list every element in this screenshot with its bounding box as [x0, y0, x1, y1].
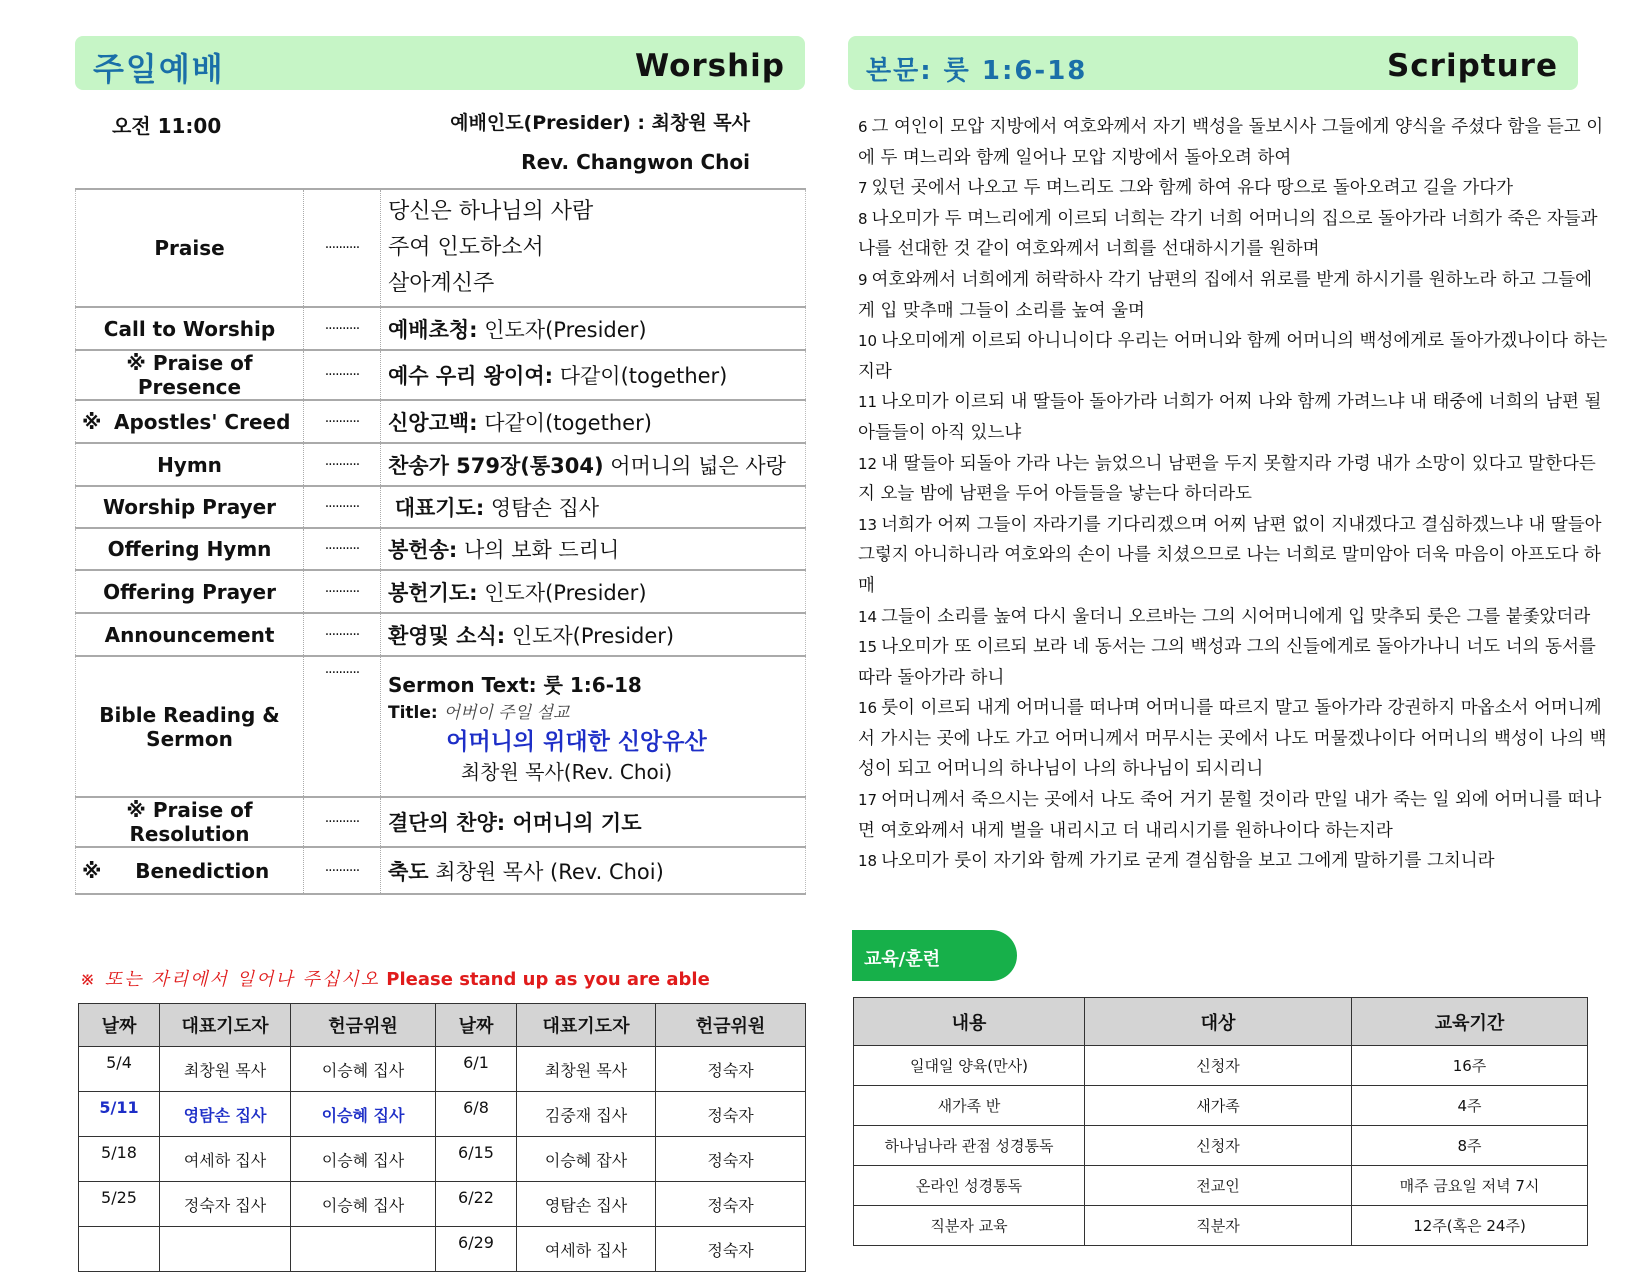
education-tab	[852, 930, 1017, 981]
verse-number: 18	[858, 852, 878, 871]
service-time: 오전 11:00	[112, 114, 222, 138]
column-header: 날짜	[79, 1004, 160, 1047]
order-row-call	[76, 307, 806, 350]
offering-cell: 이승혜 집사	[291, 1182, 436, 1227]
education-tab-label: 교육/훈련	[864, 949, 941, 970]
order-dots: ··········	[304, 528, 381, 570]
order-label: Praise	[76, 189, 304, 307]
presider-en: Rev. Changwon Choi	[521, 150, 750, 174]
verse-number: 14	[858, 607, 878, 626]
table-row	[79, 1047, 806, 1092]
table-row	[79, 1137, 806, 1182]
verse	[858, 204, 1608, 265]
verse	[858, 173, 1608, 204]
order-row-creed	[76, 400, 806, 443]
order-dots: ··········	[304, 570, 381, 613]
sermon-title-line	[388, 698, 805, 723]
verse-text: 있던 곳에서 나오고 두 며느리도 그와 함께 하여 유다 땅으로 돌아오려고 길을 가다가	[871, 178, 1514, 199]
table-row-current	[79, 1092, 806, 1137]
order-dots: ··········	[304, 847, 381, 894]
order-row-hymn	[76, 443, 806, 486]
verse-number: 16	[858, 699, 878, 718]
praise-songs	[381, 189, 806, 307]
stand-mark: ※	[82, 858, 102, 883]
verse-text: 나오미가 두 며느리에게 이르되 너희는 각기 너희 어머니의 집으로 돌아가라 너희가 죽은 자들과 나를 선대한 것 같이 여호와께서 너희를 선대하시기를 원하며	[858, 208, 1598, 260]
order-dots: ··········	[304, 350, 381, 400]
verse-text: 여호와께서 너희에게 허락하사 각기 남편의 집에서 위로를 받게 하시기를 원하노라 하고 그들에게 입 맞추매 그들이 소리를 높여 울며	[858, 269, 1593, 321]
prayer-leader-cell: 이승혜 잡사	[517, 1137, 656, 1182]
order-label: Hymn	[76, 443, 304, 486]
target-cell: 직분자	[1085, 1206, 1352, 1246]
order-item	[381, 528, 806, 570]
order-row-benediction	[76, 847, 806, 894]
scripture-title-en: Scripture	[1386, 48, 1558, 84]
order-item	[381, 486, 806, 528]
order-item	[381, 400, 806, 443]
order-dots: ··········	[304, 613, 381, 656]
sermon-info	[381, 656, 806, 797]
sermon-text: Sermon Text: 룻 1:6-18	[388, 672, 642, 697]
order-label: Praise of Resolution	[129, 798, 253, 846]
order-label: Offering Hymn	[76, 528, 304, 570]
order-label: Praise of Presence	[137, 351, 253, 399]
course-cell: 직분자 교육	[854, 1206, 1085, 1246]
target-cell: 새가족	[1085, 1086, 1352, 1126]
prayer-leader-cell: 최창원 목사	[160, 1047, 291, 1092]
prayer-leader-cell: 여세하 집사	[517, 1227, 656, 1272]
date-cell: 6/8	[436, 1092, 517, 1137]
table-header-row	[854, 998, 1588, 1046]
order-row-presence	[76, 350, 806, 400]
order-item-detail: 어머니의 넓은 사랑	[603, 453, 786, 478]
order-label: Worship Prayer	[76, 486, 304, 528]
order-of-worship	[75, 188, 806, 895]
offering-cell	[291, 1227, 436, 1272]
verse-number: 6	[858, 118, 868, 136]
scripture-title-ko: 본문: 룻 1:6-18	[866, 56, 1088, 86]
stand-mark: ※	[82, 409, 102, 434]
order-label-cell	[76, 847, 304, 894]
table-row	[854, 1126, 1588, 1166]
verse-text: 나오미가 또 이르되 보라 네 동서는 그의 백성과 그의 신들에게로 돌아가나니 너도 너의 동서를 따라 돌아가라 하니	[858, 637, 1596, 688]
offering-cell: 정숙자	[656, 1227, 806, 1272]
order-label: Sermon	[146, 726, 233, 751]
prayer-leader-cell: 영탐손 집사	[517, 1182, 656, 1227]
target-cell: 전교인	[1085, 1166, 1352, 1206]
order-item-detail: 다같이(together)	[553, 364, 728, 388]
order-item-title: 대표기도:	[394, 496, 485, 520]
verse	[858, 846, 1608, 877]
order-dots: ··········	[304, 486, 381, 528]
sermon-title-label: Title:	[388, 702, 438, 723]
date-cell: 6/1	[436, 1047, 517, 1092]
stand-note	[80, 965, 710, 991]
stand-note-ko: ※ 또는 자리에서 일어나 주십시오	[80, 969, 381, 990]
prayer-leader-cell: 영탐손 집사	[160, 1092, 291, 1137]
date-cell: 5/11	[79, 1092, 160, 1137]
target-cell: 신청자	[1085, 1046, 1352, 1086]
order-item-detail: 인도자(Presider)	[477, 580, 647, 605]
verse-number: 11	[858, 393, 878, 412]
verse-number: 15	[858, 638, 878, 657]
verse	[858, 632, 1608, 693]
verse-text: 그 여인이 모압 지방에서 여호와께서 자기 백성을 돌보시사 그들에게 양식을 주셨다 함을 듣고 이에 두 며느리와 함께 일어나 모압 지방에서 돌아오려 하여	[858, 117, 1604, 168]
prayer-leader-cell: 여세하 집사	[160, 1137, 291, 1182]
order-label-cell	[76, 350, 304, 400]
verse	[858, 387, 1608, 448]
duration-cell: 4주	[1352, 1086, 1588, 1126]
verse-text: 나오미에게 이르되 아니니이다 우리는 어머니와 함께 어머니의 백성에게로 돌아가겠나이다 하는지라	[858, 331, 1608, 382]
order-label: Offering Prayer	[76, 570, 304, 613]
verse	[858, 602, 1608, 633]
date-cell: 5/25	[79, 1182, 160, 1227]
offering-cell: 이승혜 집사	[291, 1092, 436, 1137]
order-label-cell	[76, 656, 304, 797]
order-item-detail: 인도자(Presider)	[505, 623, 675, 648]
date-cell: 6/22	[436, 1182, 517, 1227]
date-cell: 5/18	[79, 1137, 160, 1182]
sermon-main-title: 어머니의 위대한 신앙유산	[446, 728, 707, 755]
sermon-subtitle: 어버이 주일 설교	[443, 702, 570, 723]
verse-number: 13	[858, 515, 878, 534]
verse	[858, 693, 1608, 785]
scripture-header	[848, 36, 1578, 90]
worship-header	[75, 36, 805, 90]
offering-cell: 정숙자	[656, 1182, 806, 1227]
order-item-title: 봉헌기도:	[388, 580, 478, 605]
order-item	[381, 570, 806, 613]
order-row-announcement	[76, 613, 806, 656]
praise-song: 주여 인도하소서	[388, 235, 544, 260]
table-row	[854, 1206, 1588, 1246]
praise-song: 당신은 하나님의 사람	[388, 199, 594, 224]
order-row-praise	[76, 189, 806, 307]
order-item-detail: 최창원 목사 (Rev. Choi)	[428, 859, 664, 884]
order-item-title: 예배초청:	[388, 317, 478, 342]
table-row	[79, 1182, 806, 1227]
verse-number: 8	[858, 209, 868, 228]
prayer-leader-cell: 최창원 목사	[517, 1047, 656, 1092]
verse-number: 7	[858, 179, 868, 198]
verse	[858, 326, 1608, 387]
order-item-title: 축도	[388, 859, 429, 884]
order-item	[381, 443, 806, 486]
order-item	[381, 797, 806, 847]
prayer-leader-cell: 정숙자 집사	[160, 1182, 291, 1227]
stand-mark: ※	[126, 351, 146, 375]
verse	[858, 265, 1608, 326]
order-item-detail: 영탐손 집사	[484, 496, 600, 520]
verse-text: 나오미가 룻이 자기와 함께 가기로 굳게 결심함을 보고 그에게 말하기를 그치니라	[881, 851, 1495, 872]
order-item-title: 결단의 찬양: 어머니의 기도	[388, 811, 642, 835]
table-header-row	[79, 1004, 806, 1047]
verse-text: 내 딸들아 되돌아 가라 나는 늙었으니 남편을 두지 못할지라 가령 내가 소망이 있다고 말한다든지 오늘 밤에 남편을 두어 아들들을 낳는다 하더라도	[858, 453, 1596, 505]
order-item	[381, 613, 806, 656]
order-item-title: 신앙고백:	[388, 410, 478, 435]
order-label: Announcement	[76, 613, 304, 656]
praise-song: 살아계신주	[388, 271, 495, 296]
column-header: 대표기도자	[160, 1004, 291, 1047]
order-item-detail: 인도자(Presider)	[477, 317, 647, 342]
order-item-title: 예수 우리 왕이여:	[388, 364, 554, 388]
prayer-leader-cell	[160, 1227, 291, 1272]
date-cell: 6/15	[436, 1137, 517, 1182]
order-label-cell	[76, 400, 304, 443]
order-item-detail: 나의 보화 드리니	[457, 538, 620, 562]
course-cell: 하나님나라 관점 성경통독	[854, 1126, 1085, 1166]
column-header: 대표기도자	[517, 1004, 656, 1047]
column-header: 헌금위원	[656, 1004, 806, 1047]
order-dots: ··········	[304, 797, 381, 847]
stand-note-en: Please stand up as you are able	[386, 969, 710, 990]
duty-schedule-table	[78, 1003, 806, 1272]
verse-text: 어머니께서 죽으시는 곳에서 나도 죽어 거기 묻힐 것이라 만일 내가 죽는 일 외에 어머니를 떠나면 여호와께서 내게 벌을 내리시고 더 내리시기를 원하나이다 하는지라	[858, 790, 1602, 841]
offering-cell: 이승혜 집사	[291, 1047, 436, 1092]
duration-cell: 매주 금요일 저녁 7시	[1352, 1166, 1588, 1206]
verse-text: 너희가 어찌 그들이 자라기를 기다리겠으며 어찌 남편 없이 지내겠다고 결심하겠느냐 내 딸들아 그렇지 아니하니라 여호와의 손이 나를 치셨으므로 나는 너희로 말미암아 더욱 마음이 아프도다 하매	[858, 514, 1602, 596]
order-item	[381, 847, 806, 894]
course-cell: 새가족 반	[854, 1086, 1085, 1126]
worship-title-en: Worship	[634, 48, 785, 84]
order-dots: ··········	[304, 443, 381, 486]
offering-cell: 정숙자	[656, 1047, 806, 1092]
verse-text: 나오미가 이르되 내 딸들아 돌아가라 너희가 어찌 나와 함께 가려느냐 내 태중에 너희의 남편 될 아들들이 아직 있느냐	[858, 392, 1602, 443]
verse-number: 17	[858, 791, 878, 810]
verse-text: 그들이 소리를 높여 다시 울더니 오르바는 그의 시어머니에게 입 맞추되 룻은 그를 붙좇았더라	[881, 606, 1591, 627]
order-item	[381, 307, 806, 350]
course-cell: 온라인 성경통독	[854, 1166, 1085, 1206]
table-row	[79, 1227, 806, 1272]
target-cell: 신청자	[1085, 1126, 1352, 1166]
column-header: 교육기간	[1352, 998, 1588, 1046]
course-cell: 일대일 양육(만사)	[854, 1046, 1085, 1086]
presider-ko: 예배인도(Presider) : 최창원 목사	[450, 112, 750, 134]
duration-cell: 8주	[1352, 1126, 1588, 1166]
date-cell: 5/4	[79, 1047, 160, 1092]
order-label: Benediction	[135, 858, 270, 883]
verse	[858, 785, 1608, 846]
column-header: 내용	[854, 998, 1085, 1046]
education-table	[853, 997, 1588, 1246]
prayer-leader-cell: 김중재 집사	[517, 1092, 656, 1137]
order-dots: ··········	[304, 189, 381, 307]
order-row-sermon	[76, 656, 806, 797]
scripture-text	[858, 112, 1608, 877]
table-row	[854, 1086, 1588, 1126]
stand-mark: ※	[126, 798, 146, 822]
offering-cell: 정숙자	[656, 1137, 806, 1182]
order-label: Bible Reading &	[99, 702, 280, 727]
order-item-title: 봉헌송:	[388, 538, 458, 562]
column-header: 날짜	[436, 1004, 517, 1047]
verse	[858, 112, 1608, 173]
verse	[858, 449, 1608, 510]
verse-number: 12	[858, 454, 878, 473]
order-label-cell	[76, 797, 304, 847]
date-cell	[79, 1227, 160, 1272]
order-item-title: 환영및 소식:	[388, 623, 506, 648]
order-row-prayer	[76, 486, 806, 528]
order-item	[381, 350, 806, 400]
verse-number: 10	[858, 332, 878, 351]
order-item-title: 찬송가 579장(통304)	[388, 453, 604, 478]
column-header: 헌금위원	[291, 1004, 436, 1047]
order-label: Call to Worship	[76, 307, 304, 350]
verse	[858, 510, 1608, 602]
order-dots: ··········	[304, 307, 381, 350]
order-item-detail: 다같이(together)	[477, 410, 652, 435]
table-row	[854, 1166, 1588, 1206]
verse-text: 룻이 이르되 내게 어머니를 떠나며 어머니를 따르지 말고 돌아가라 강권하지 마옵소서 어머니께서 가시는 곳에 나도 가고 어머니께서 머무시는 곳에서 나도 머물겠나이다 어머니의 백성이 나의 백성이 되고 어머니의 하나님이 나의 하나님이 되시리니	[858, 698, 1607, 780]
date-cell: 6/29	[436, 1227, 517, 1272]
order-row-resolution	[76, 797, 806, 847]
order-dots: ··········	[304, 400, 381, 443]
duration-cell: 16주	[1352, 1046, 1588, 1086]
order-label: Apostles' Creed	[114, 409, 291, 434]
duration-cell: 12주(혹은 24주)	[1352, 1206, 1588, 1246]
column-header: 대상	[1085, 998, 1352, 1046]
offering-cell: 이승혜 집사	[291, 1137, 436, 1182]
table-row	[854, 1046, 1588, 1086]
order-row-offering-prayer	[76, 570, 806, 613]
worship-title-ko: 주일예배	[93, 50, 225, 88]
order-row-offering-hymn	[76, 528, 806, 570]
sermon-preacher: 최창원 목사(Rev. Choi)	[460, 759, 673, 784]
offering-cell: 정숙자	[656, 1092, 806, 1137]
verse-number: 9	[858, 270, 868, 289]
order-dots: ··········	[304, 656, 381, 797]
